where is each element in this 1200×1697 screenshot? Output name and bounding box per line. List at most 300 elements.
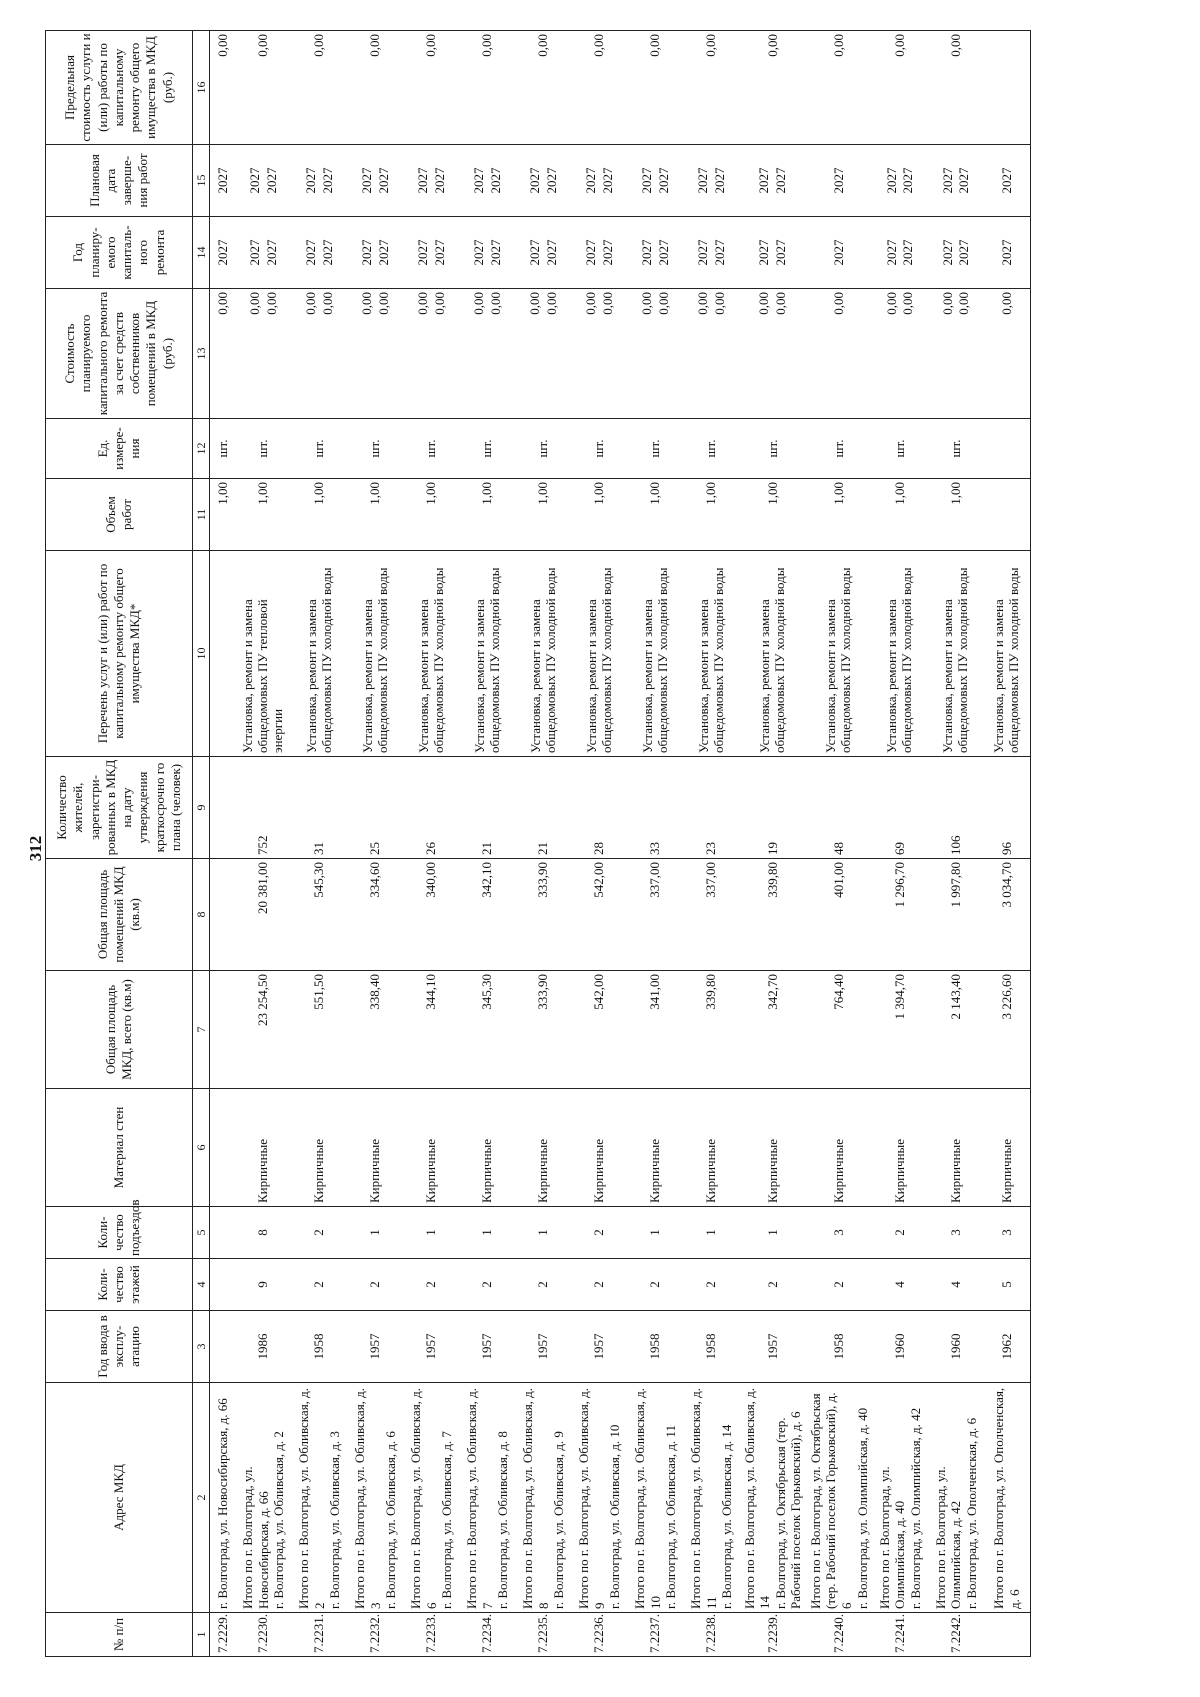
commissioning-year: 1957: [460, 1311, 516, 1383]
total-area: 341,00: [628, 971, 684, 1089]
floors: 9: [236, 1259, 292, 1311]
work-volume: 1,00: [236, 479, 292, 551]
work-description: Установка, ремонт и замена общедомовых ПУ тепловой энергии: [236, 551, 292, 757]
row-number: 7.2232.: [348, 1613, 404, 1657]
address-cell: [516, 1383, 572, 1613]
owner-cost: 0,00: [214, 292, 230, 315]
completion-date: 2027: [756, 167, 772, 194]
owner-cost: 0,00: [998, 292, 1014, 315]
completion-date: 2027: [583, 167, 599, 194]
owner-cost-total: 0,00: [487, 292, 503, 315]
completion-date-cell: [516, 145, 572, 217]
column-number: 4: [193, 1259, 210, 1311]
wall-material: [210, 1089, 236, 1207]
plan-year-total: 2027: [375, 239, 391, 266]
rooms-area: 401,00: [806, 859, 872, 971]
row-number: 7.2230.: [236, 1613, 292, 1657]
limit-cost: 0,00: [348, 31, 404, 145]
completion-date: 2027: [359, 167, 375, 194]
completion-date: 2027: [527, 167, 543, 194]
owner-cost-total: 0,00: [375, 292, 391, 315]
floors: 2: [292, 1259, 348, 1311]
address: г. Волгоград, ул. Обливская, д. 3: [327, 1431, 343, 1609]
table-row: [572, 31, 628, 1657]
commissioning-year: 1962: [984, 1311, 1030, 1383]
limit-cost: 0,00: [516, 31, 572, 145]
column-number: 12: [193, 419, 210, 479]
work-description: Установка, ремонт и замена общедомовых ПУ холодной воды: [684, 551, 740, 757]
limit-cost: 0,00: [806, 31, 872, 145]
limit-cost: 0,00: [460, 31, 516, 145]
wall-material: Кирпичные: [806, 1089, 872, 1207]
work-description: Установка, ремонт и замена общедомовых ПУ холодной воды: [628, 551, 684, 757]
rooms-area: 20 381,00: [236, 859, 292, 971]
total-label: Итого по г. Волгоград, ул. Ополченская, д. 6: [991, 1387, 1022, 1609]
row-number: 7.2229.: [210, 1613, 236, 1657]
total-area: 551,50: [292, 971, 348, 1089]
owner-cost-total: 0,00: [956, 292, 972, 315]
plan-year-cell: [928, 217, 984, 289]
owner-cost: 0,00: [303, 292, 319, 315]
residents: 96: [984, 757, 1030, 859]
work-description: Установка, ремонт и замена общедомовых ПУ холодной воды: [572, 551, 628, 757]
total-area: 344,10: [404, 971, 460, 1089]
residents: 48: [806, 757, 872, 859]
column-header: Предельная стоимость услуги и (или) работы по капитальному ремонту общего имущества в МКД (руб.): [46, 31, 193, 145]
completion-date: 2027: [639, 167, 655, 194]
plan-year: 2027: [359, 239, 375, 266]
work-volume: 1,00: [292, 479, 348, 551]
address: г. Волгоград, ул. Обливская, д. 11: [663, 1425, 679, 1609]
total-area: 2 143,40: [928, 971, 984, 1089]
column-header: Перечень услуг и (или) работ по капитальному ремонту общего имущества МКД*: [46, 551, 193, 757]
entrances: 2: [872, 1207, 928, 1259]
completion-date: 2027: [415, 167, 431, 194]
plan-year-total: 2027: [599, 239, 615, 266]
unit: шт.: [572, 419, 628, 479]
column-number: 10: [193, 551, 210, 757]
completion-date-total: 2027: [263, 167, 279, 194]
wall-material: Кирпичные: [872, 1089, 928, 1207]
floors: 4: [872, 1259, 928, 1311]
work-volume: 1,00: [628, 479, 684, 551]
total-area: 333,90: [516, 971, 572, 1089]
column-header: Общая площадь МКД, всего (кв.м): [46, 971, 193, 1089]
capital-repair-table: [45, 30, 1031, 1657]
completion-date-total: 2027: [900, 167, 916, 194]
work-description: Установка, ремонт и замена общедомовых ПУ холодной воды: [806, 551, 872, 757]
plan-year: 2027: [830, 239, 846, 266]
total-label: Итого по г. Волгоград, ул. Обливская, д. 2: [296, 1387, 327, 1609]
owner-cost: 0,00: [756, 292, 772, 315]
row-number: 7.2236.: [572, 1613, 628, 1657]
header-row: [46, 31, 193, 1657]
table-row: [236, 31, 292, 1657]
total-label: Итого по г. Волгоград, ул. Олимпийская, д. 42: [932, 1466, 964, 1609]
table-row: [460, 31, 516, 1657]
owner-cost-cell: [928, 289, 984, 419]
commissioning-year: 1958: [684, 1311, 740, 1383]
limit-cost: 0,00: [404, 31, 460, 145]
column-header: Год планиру-емого капиталь-ного ремонта: [46, 217, 193, 289]
completion-date-total: 2027: [543, 167, 559, 194]
plan-year-cell: [628, 217, 684, 289]
residents: 25: [348, 757, 404, 859]
address: г. Волгоград, ул. Обливская, д. 2: [271, 1431, 287, 1609]
rooms-area: 340,00: [404, 859, 460, 971]
column-header: Плановая дата заверше-ния работ: [46, 145, 193, 217]
limit-cost: 0,00: [210, 31, 236, 145]
completion-date-total: 2027: [956, 167, 972, 194]
column-header: Адрес МКД: [46, 1383, 193, 1613]
plan-year-cell: [984, 217, 1030, 289]
total-area: 542,00: [572, 971, 628, 1089]
table-row: [628, 31, 684, 1657]
owner-cost: 0,00: [583, 292, 599, 315]
entrances: 1: [516, 1207, 572, 1259]
completion-date-total: 2027: [772, 167, 788, 194]
unit: [984, 419, 1030, 479]
completion-date-cell: [684, 145, 740, 217]
owner-cost-total: 0,00: [543, 292, 559, 315]
work-description: Установка, ремонт и замена общедомовых ПУ холодной воды: [984, 551, 1030, 757]
residents: 752: [236, 757, 292, 859]
entrances: 1: [348, 1207, 404, 1259]
rooms-area: 542,00: [572, 859, 628, 971]
address: г. Волгоград, ул. Новосибирская, д. 66: [214, 1398, 230, 1609]
address: г. Волгоград, ул. Олимпийская, д. 40: [854, 1407, 870, 1609]
column-header: Общая площадь помещений МКД (кв.м): [46, 859, 193, 971]
plan-year-cell: [348, 217, 404, 289]
total-area: [210, 971, 236, 1089]
completion-date-total: 2027: [655, 167, 671, 194]
floors: 2: [348, 1259, 404, 1311]
address-cell: [628, 1383, 684, 1613]
commissioning-year: 1957: [516, 1311, 572, 1383]
total-area: 338,40: [348, 971, 404, 1089]
owner-cost: 0,00: [415, 292, 431, 315]
owner-cost-cell: [348, 289, 404, 419]
owner-cost: 0,00: [695, 292, 711, 315]
residents: 19: [740, 757, 806, 859]
floors: 2: [628, 1259, 684, 1311]
address-cell: [210, 1383, 236, 1613]
entrances: [210, 1207, 236, 1259]
entrances: 1: [684, 1207, 740, 1259]
work-description: Установка, ремонт и замена общедомовых ПУ холодной воды: [460, 551, 516, 757]
address: г. Волгоград, ул. Обливская, д. 9: [551, 1431, 567, 1609]
row-number: 7.2237.: [628, 1613, 684, 1657]
work-description: Установка, ремонт и замена общедомовых ПУ холодной воды: [292, 551, 348, 757]
plan-year: 2027: [527, 239, 543, 266]
owner-cost-cell: [236, 289, 292, 419]
completion-date-cell: [628, 145, 684, 217]
commissioning-year: 1957: [740, 1311, 806, 1383]
owner-cost-cell: [806, 289, 872, 419]
table-row: [740, 31, 806, 1657]
owner-cost: 0,00: [359, 292, 375, 315]
residents: 23: [684, 757, 740, 859]
owner-cost-cell: [628, 289, 684, 419]
work-volume: 1,00: [516, 479, 572, 551]
floors: 2: [516, 1259, 572, 1311]
column-number: 6: [193, 1089, 210, 1207]
limit-cost: 0,00: [292, 31, 348, 145]
plan-year: 2027: [303, 239, 319, 266]
work-description: Установка, ремонт и замена общедомовых ПУ холодной воды: [928, 551, 984, 757]
table-row: [516, 31, 572, 1657]
unit: шт.: [628, 419, 684, 479]
plan-year-cell: [516, 217, 572, 289]
rooms-area: 334,60: [348, 859, 404, 971]
owner-cost: 0,00: [830, 292, 846, 315]
address-cell: [292, 1383, 348, 1613]
row-number: 7.2231.: [292, 1613, 348, 1657]
column-number: 9: [193, 757, 210, 859]
limit-cost: 0,00: [872, 31, 928, 145]
owner-cost-total: 0,00: [599, 292, 615, 315]
completion-date-total: 2027: [711, 167, 727, 194]
total-area: 1 394,70: [872, 971, 928, 1089]
column-header: № п/п: [46, 1613, 193, 1657]
limit-cost: 0,00: [236, 31, 292, 145]
row-number: 7.2242.: [928, 1613, 984, 1657]
work-description: Установка, ремонт и замена общедомовых ПУ холодной воды: [348, 551, 404, 757]
row-number: [984, 1613, 1030, 1657]
work-description: Установка, ремонт и замена общедомовых ПУ холодной воды: [516, 551, 572, 757]
plan-year-cell: [572, 217, 628, 289]
plan-year-total: 2027: [711, 239, 727, 266]
commissioning-year: 1957: [572, 1311, 628, 1383]
completion-date: 2027: [695, 167, 711, 194]
plan-year: 2027: [471, 239, 487, 266]
entrances: 3: [806, 1207, 872, 1259]
column-header: Объем работ: [46, 479, 193, 551]
completion-date: 2027: [214, 167, 230, 194]
row-number: 7.2235.: [516, 1613, 572, 1657]
address-cell: [460, 1383, 516, 1613]
unit: шт.: [404, 419, 460, 479]
page-number: 312: [26, 835, 45, 862]
rooms-area: [210, 859, 236, 971]
entrances: 2: [572, 1207, 628, 1259]
work-description: Установка, ремонт и замена общедомовых ПУ холодной воды: [872, 551, 928, 757]
commissioning-year: 1958: [806, 1311, 872, 1383]
column-number: 7: [193, 971, 210, 1089]
row-number: 7.2239.: [740, 1613, 806, 1657]
unit: шт.: [236, 419, 292, 479]
limit-cost: 0,00: [740, 31, 806, 145]
column-number: 2: [193, 1383, 210, 1613]
plan-year-total: 2027: [655, 239, 671, 266]
address: г. Волгоград, ул. Ополченская, д. 6: [964, 1417, 980, 1609]
owner-cost-cell: [516, 289, 572, 419]
owner-cost-total: 0,00: [655, 292, 671, 315]
address-cell: [348, 1383, 404, 1613]
total-area: 3 226,60: [984, 971, 1030, 1089]
column-number: 14: [193, 217, 210, 289]
owner-cost-total: 0,00: [319, 292, 335, 315]
table-row: [210, 31, 236, 1657]
unit: шт.: [460, 419, 516, 479]
completion-date-cell: [404, 145, 460, 217]
unit: шт.: [684, 419, 740, 479]
residents: 21: [460, 757, 516, 859]
owner-cost: 0,00: [884, 292, 899, 315]
completion-date: 2027: [303, 167, 319, 194]
owner-cost-cell: [404, 289, 460, 419]
table-row: [292, 31, 348, 1657]
plan-year: 2027: [884, 239, 899, 266]
column-number: 3: [193, 1311, 210, 1383]
rooms-area: 333,90: [516, 859, 572, 971]
unit: шт.: [348, 419, 404, 479]
completion-date: 2027: [247, 167, 263, 194]
completion-date-total: 2027: [375, 167, 391, 194]
completion-date-cell: [460, 145, 516, 217]
column-header: Количество жителей, зарегистри-рованных в МКД на дату утверждения краткосрочно го плана (человек): [46, 757, 193, 859]
unit: шт.: [872, 419, 928, 479]
plan-year: 2027: [695, 239, 711, 266]
address-cell: [872, 1383, 928, 1613]
residents: [210, 757, 236, 859]
limit-cost: 0,00: [684, 31, 740, 145]
unit: шт.: [806, 419, 872, 479]
wall-material: Кирпичные: [236, 1089, 292, 1207]
owner-cost-cell: [872, 289, 928, 419]
table-row: [684, 31, 740, 1657]
work-description: [210, 551, 236, 757]
limit-cost: 0,00: [928, 31, 984, 145]
address: г. Волгоград, ул. Обливская, д. 14: [719, 1424, 735, 1609]
plan-year-total: 2027: [956, 239, 972, 266]
column-header: Материал стен: [46, 1089, 193, 1207]
rooms-area: 3 034,70: [984, 859, 1030, 971]
owner-cost-total: 0,00: [263, 292, 279, 315]
column-number: 5: [193, 1207, 210, 1259]
total-label: Итого по г. Волгоград, ул. Обливская, д. 14: [741, 1387, 773, 1609]
completion-date-cell: [740, 145, 806, 217]
work-volume: [984, 479, 1030, 551]
completion-date: 2027: [884, 167, 899, 194]
row-number: 7.2241.: [872, 1613, 928, 1657]
address: г. Волгоград, ул. Олимпийская, д. 42: [908, 1407, 924, 1609]
completion-date-cell: [210, 145, 236, 217]
owner-cost-total: 0,00: [711, 292, 727, 315]
owner-cost: 0,00: [471, 292, 487, 315]
row-number: 7.2238.: [684, 1613, 740, 1657]
completion-date-cell: [806, 145, 872, 217]
plan-year-total: 2027: [319, 239, 335, 266]
plan-year-cell: [872, 217, 928, 289]
work-volume: 1,00: [348, 479, 404, 551]
row-number: 7.2233.: [404, 1613, 460, 1657]
completion-date-cell: [928, 145, 984, 217]
plan-year-total: 2027: [263, 239, 279, 266]
rooms-area: 1 296,70: [872, 859, 928, 971]
plan-year: 2027: [247, 239, 263, 266]
total-area: 339,80: [684, 971, 740, 1089]
rooms-area: 342,10: [460, 859, 516, 971]
column-number: 15: [193, 145, 210, 217]
total-label: Итого по г. Волгоград, ул. Олимпийская, д. 40: [876, 1466, 908, 1609]
entrances: 3: [928, 1207, 984, 1259]
entrances: 1: [740, 1207, 806, 1259]
floors: 4: [928, 1259, 984, 1311]
column-number: 8: [193, 859, 210, 971]
floors: 2: [460, 1259, 516, 1311]
table-row: [928, 31, 984, 1657]
wall-material: Кирпичные: [684, 1089, 740, 1207]
table-row: [404, 31, 460, 1657]
address-cell: [928, 1383, 984, 1613]
table-body: [210, 31, 1031, 1657]
work-volume: 1,00: [404, 479, 460, 551]
completion-date-total: 2027: [319, 167, 335, 194]
total-label: Итого по г. Волгоград, ул. Октябрьская (тер. Рабочий поселок Горьковский), д. 6: [807, 1392, 855, 1609]
column-number: 11: [193, 479, 210, 551]
rooms-area: 545,30: [292, 859, 348, 971]
wall-material: Кирпичные: [516, 1089, 572, 1207]
column-header: Год ввода в эксплу-атацию: [46, 1311, 193, 1383]
column-header: Коли-чество подъездов: [46, 1207, 193, 1259]
plan-year-total: 2027: [487, 239, 503, 266]
commissioning-year: 1958: [628, 1311, 684, 1383]
total-area: 345,30: [460, 971, 516, 1089]
plan-year-cell: [684, 217, 740, 289]
owner-cost-cell: [460, 289, 516, 419]
unit: шт.: [928, 419, 984, 479]
entrances: 1: [460, 1207, 516, 1259]
floors: 2: [806, 1259, 872, 1311]
wall-material: Кирпичные: [928, 1089, 984, 1207]
entrances: 1: [404, 1207, 460, 1259]
work-volume: 1,00: [928, 479, 984, 551]
plan-year-total: 2027: [772, 239, 788, 266]
work-volume: 1,00: [806, 479, 872, 551]
owner-cost-cell: [210, 289, 236, 419]
total-label: Итого по г. Волгоград, ул. Обливская, д. 9: [576, 1387, 607, 1609]
table-row: [806, 31, 872, 1657]
floors: 2: [684, 1259, 740, 1311]
total-label: Итого по г. Волгоград, ул. Обливская, д. 10: [632, 1387, 663, 1609]
owner-cost-total: 0,00: [772, 292, 788, 315]
residents: 26: [404, 757, 460, 859]
residents: 106: [928, 757, 984, 859]
plan-year-cell: [292, 217, 348, 289]
commissioning-year: 1960: [928, 1311, 984, 1383]
completion-date-total: 2027: [487, 167, 503, 194]
completion-date-cell: [872, 145, 928, 217]
work-description: Установка, ремонт и замена общедомовых ПУ холодной воды: [404, 551, 460, 757]
residents: 28: [572, 757, 628, 859]
work-volume: 1,00: [460, 479, 516, 551]
work-volume: 1,00: [684, 479, 740, 551]
row-number: 7.2234.: [460, 1613, 516, 1657]
wall-material: Кирпичные: [404, 1089, 460, 1207]
rooms-area: 337,00: [684, 859, 740, 971]
address-cell: [404, 1383, 460, 1613]
row-number: 7.2240.: [806, 1613, 872, 1657]
floors: [210, 1259, 236, 1311]
residents: 21: [516, 757, 572, 859]
residents: 69: [872, 757, 928, 859]
commissioning-year: [210, 1311, 236, 1383]
completion-date-total: 2027: [599, 167, 615, 194]
limit-cost: 0,00: [628, 31, 684, 145]
address: г. Волгоград, ул. Октябрьская (тер. Рабочий поселок Горьковский), д. 6: [772, 1411, 804, 1609]
completion-date: 2027: [830, 167, 846, 194]
